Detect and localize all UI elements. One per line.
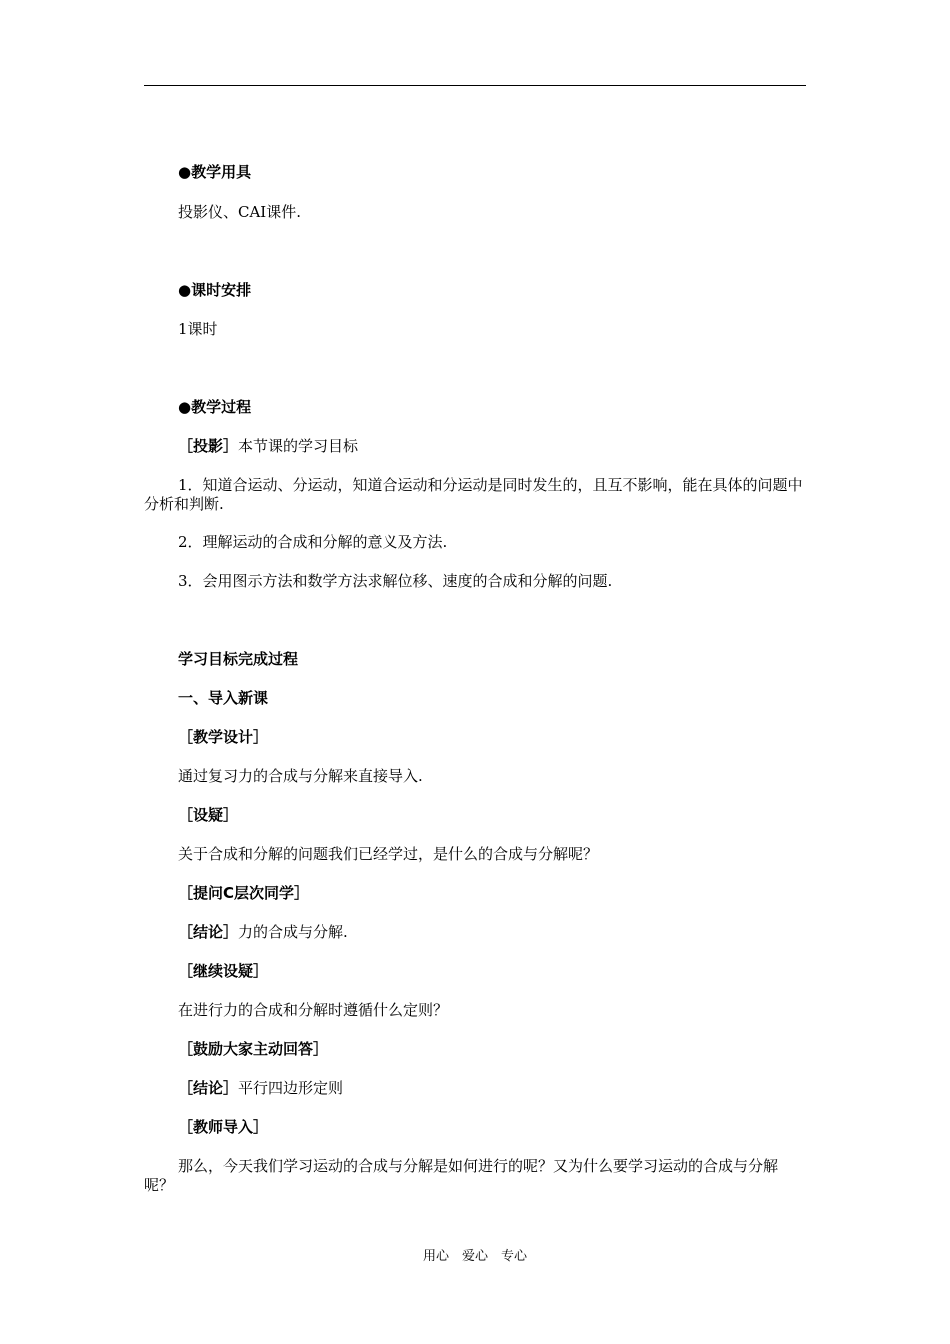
conclusion1-text: 力的合成与分解. [238,923,348,941]
tools-text: 投影仪、CAI课件. [178,203,302,221]
objective-item-1: 1．知道合运动、分运动，知道合运动和分运动是同时发生的，且互不影响，能在具体的问题中分析和判断. [144,476,803,513]
conclusion2-line [178,1078,343,1098]
process-heading: ●教学过程 [178,398,252,416]
design-tag: ［教学设计］ [178,728,269,746]
conclusion2-text: 平行四边形定则 [238,1079,344,1097]
schedule-text: 1课时 [178,320,218,338]
continue-text: 在进行力的合成和分解时遵循什么定则？ [178,1001,449,1019]
objective-item-2: 2．理解运动的合成和分解的意义及方法. [178,533,448,551]
conclusion1-tag: ［结论］ [178,923,239,941]
part1-heading: 一、导入新课 [178,689,269,707]
encourage-tag: ［鼓励大家主动回答］ [178,1040,329,1058]
page-footer: 用心 爱心 专心 [422,1249,527,1264]
teacher-tag: ［教师导入］ [178,1118,269,1136]
schedule-heading: ●课时安排 [178,281,252,299]
projection-tag: ［投影］ [178,437,239,455]
conclusion2-tag: ［结论］ [178,1079,239,1097]
ask-tag: ［提问C层次同学］ [178,884,310,902]
objective-item-3: 3．会用图示方法和数学方法求解位移、速度的合成和分解的问题. [178,572,613,590]
projection-text: 本节课的学习目标 [238,437,359,455]
continue-tag: ［继续设疑］ [178,962,269,980]
design-text: 通过复习力的合成与分解来直接导入. [178,767,423,785]
conclusion1-line [178,922,348,942]
process-title: 学习目标完成过程 [178,650,299,668]
header-rule [144,85,806,86]
projection-line [178,436,358,456]
question-tag: ［设疑］ [178,806,239,824]
teacher-text: 那么，今天我们学习运动的合成与分解是如何进行的呢？又为什么要学习运动的合成与分解呢？ [144,1157,779,1194]
tools-heading: ●教学用具 [178,163,252,181]
question-text: 关于合成和分解的问题我们已经学过，是什么的合成与分解呢？ [178,845,599,863]
